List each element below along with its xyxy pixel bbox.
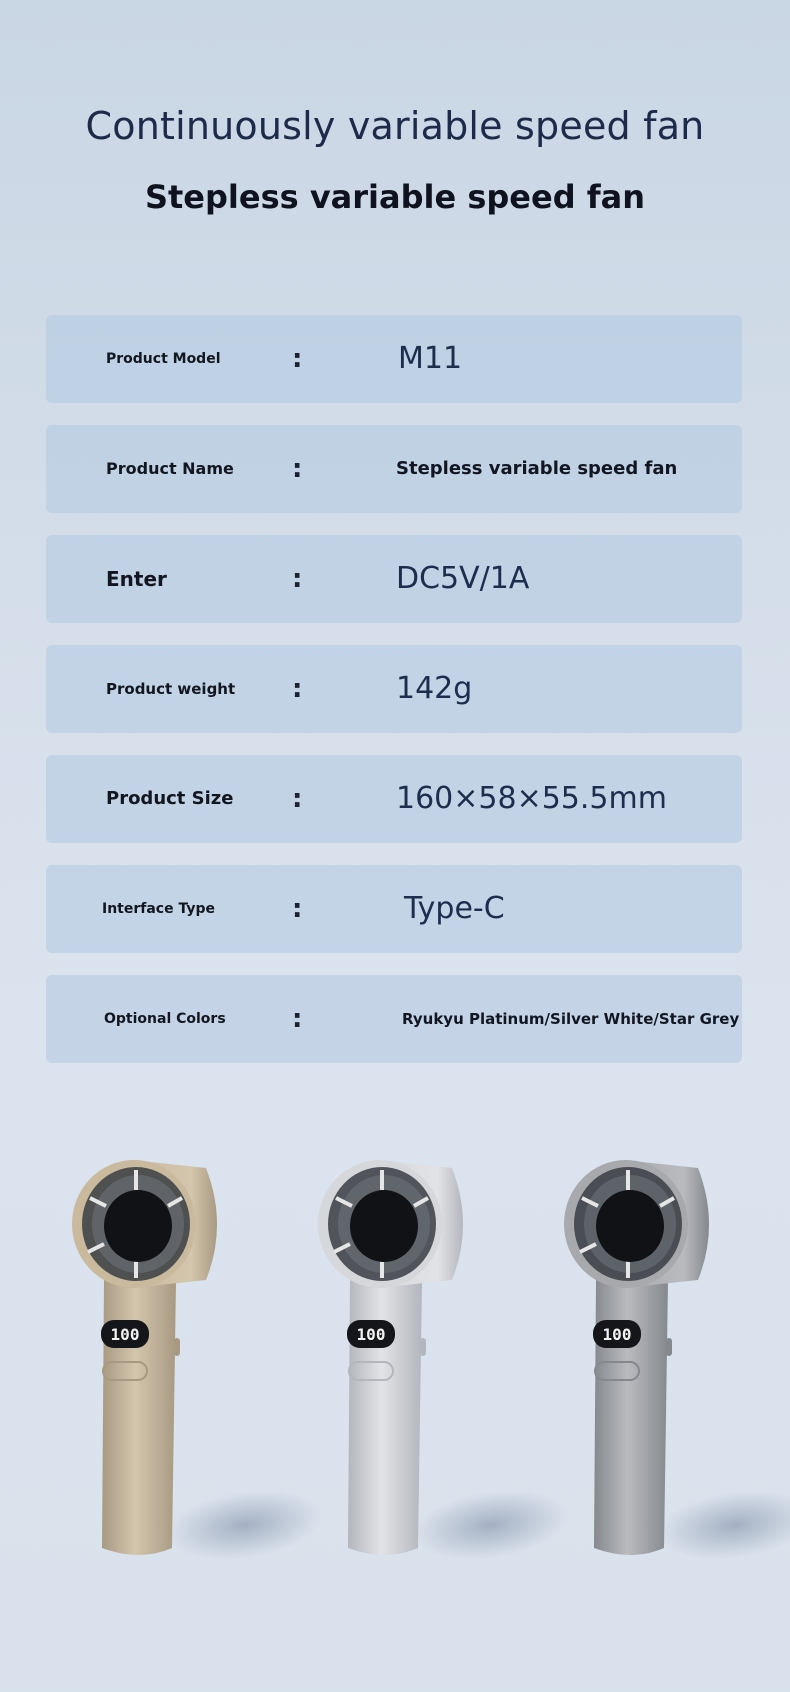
spec-label: Product Size [106,788,234,809]
spec-value: 160×58×55.5mm [396,781,667,816]
spec-value: M11 [398,341,463,376]
side-button [174,1338,180,1356]
spec-row-size [46,755,742,843]
spec-label: Product Model [106,351,221,367]
led-display-value: 100 [110,1325,140,1344]
spec-separator: : [292,344,303,374]
fan-image-grey [538,1130,738,1600]
spec-label: Enter [106,567,167,591]
spec-value: DC5V/1A [396,561,530,596]
spec-row-interface [46,865,742,953]
fan-hub [596,1190,664,1262]
led-display-value: 100 [356,1325,386,1344]
fan-image-silver [292,1130,492,1600]
spec-row-input [46,535,742,623]
spec-row-colors [46,975,742,1063]
spec-label: Product Name [106,459,234,478]
spec-separator: : [292,1004,303,1034]
spec-row-model [46,315,742,403]
spec-label: Product weight [106,680,236,698]
led-display-value: 100 [602,1325,632,1344]
side-button [420,1338,426,1356]
product-gallery [0,1130,790,1692]
spec-value: Type-C [404,891,505,926]
spec-separator: : [292,894,303,924]
spec-separator: : [292,454,303,484]
page-title: Continuously variable speed fan [85,104,705,148]
fan-hub [104,1190,172,1262]
spec-row-name [46,425,742,513]
spec-separator: : [292,674,303,704]
spec-separator: : [292,784,303,814]
spec-label: Optional Colors [104,1011,226,1027]
spec-value: 142g [396,671,473,706]
side-button [666,1338,672,1356]
spec-value: Ryukyu Platinum/Silver White/Star Grey [402,1010,740,1028]
spec-separator: : [292,564,303,594]
fan-image-champagne [46,1130,246,1600]
page-subtitle: Stepless variable speed fan [144,178,646,216]
spec-label: Interface Type [102,901,216,917]
fan-hub [350,1190,418,1262]
spec-value: Stepless variable speed fan [396,458,678,479]
spec-row-weight [46,645,742,733]
